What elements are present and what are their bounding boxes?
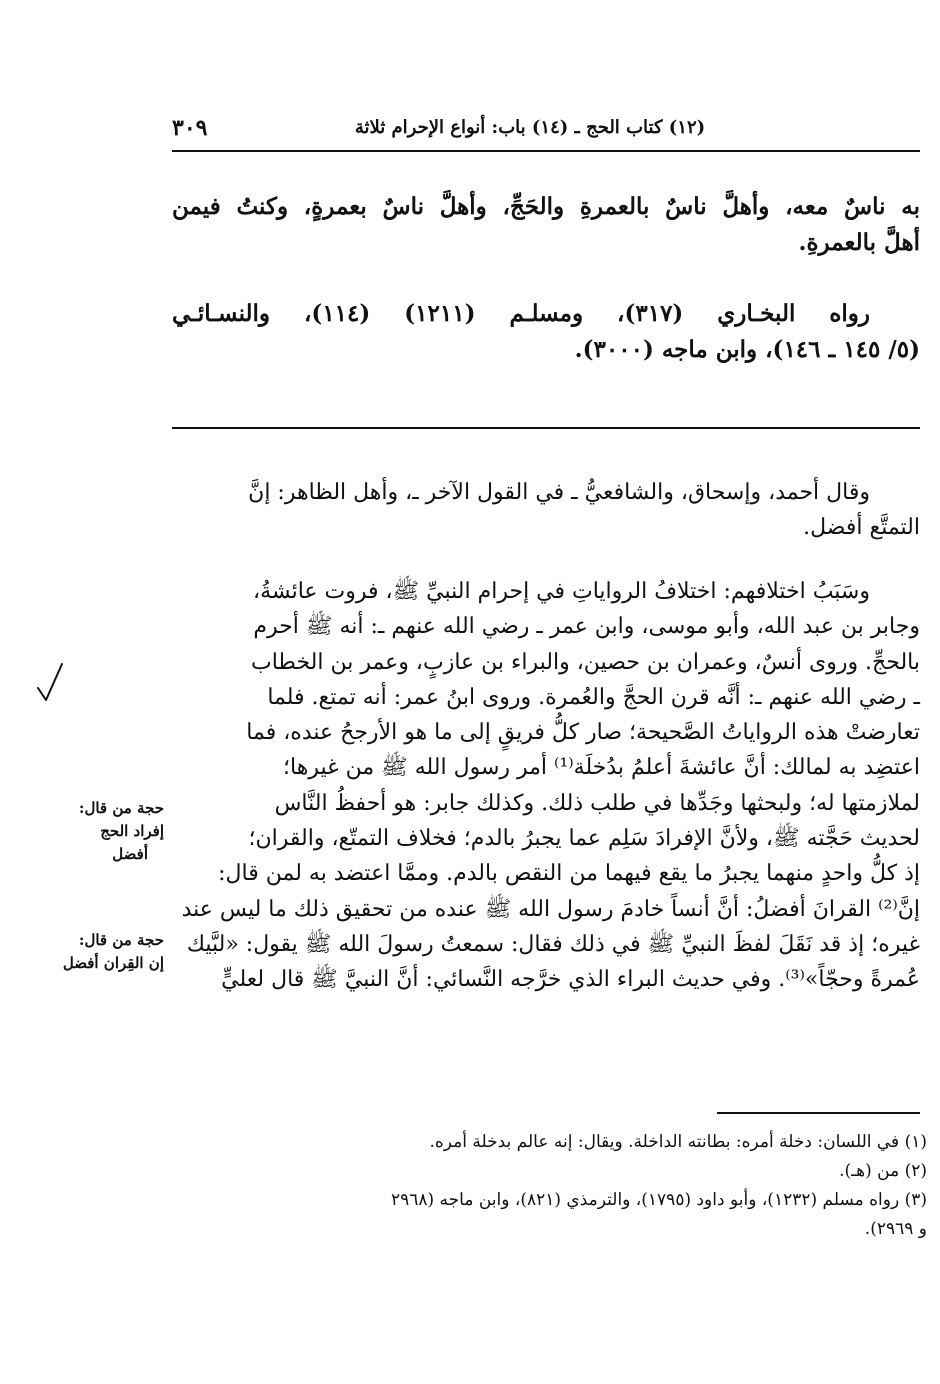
commentary-body	[172, 574, 920, 998]
hadith-line: به ناسٌ معه، وأهلَّ ناسٌ بالعمرةِ والحَجِّ، وأهلَّ ناسٌ بعمرةٍ، وكنتُ فيمن	[172, 193, 920, 220]
footnote-line: و ٢٩٦٩).	[864, 1219, 927, 1239]
header-rule	[172, 150, 920, 152]
commentary-line: ـ رضي الله عنهم ـ: أنَّه قرن الحجَّ والعُمرة. وروى ابنُ عمر: أنه تمتع. فلما	[267, 684, 920, 710]
page-number: ٣٠٩	[172, 115, 208, 141]
footnote-line: (٣) رواه مسلم (١٢٣٢)، وأبو داود (١٧٩٥)، والترمذي (٨٢١)، وابن ماجه (٢٩٦٨	[390, 1190, 927, 1210]
margin-note-line: إن القِران أفضل	[62, 954, 164, 972]
commentary-line: لحديث حَجَّته ﷺ، ولأنَّ الإفرادَ سَلِم عما يجبرُ بالدم؛ فخلاف التمتّع، والقران؛	[248, 826, 920, 852]
margin-note-qiran	[38, 929, 164, 975]
commentary-line: اعتضِد به لمالك: أنَّ عائشةَ أعلمُ بدُخلَة⁽¹⁾ أمر رسول الله ﷺ من غيرها؛	[283, 755, 920, 781]
commentary-line: وجابر بن عبد الله، وأبو موسى، وابن عمر ـ رضي الله عنهم ـ: أنه ﷺ أحرم	[253, 614, 920, 640]
commentary-line: تعارضتْ هذه الرواياتُ الصَّحيحة؛ صار كلُّ فريقٍ إلى ما هو الأرجحُ عنده، فما	[246, 720, 920, 746]
commentary-line: إذ كلُّ واحدٍ منهما يجبرُ ما يقع فيهما من النقص بالدم. وممَّا اعتضد به لمن قال:	[218, 861, 920, 887]
commentary-line: وسَبَبُ اختلافهم: اختلافُ الرواياتِ في إحرام النبيِّ ﷺ، فروت عائشةُ،	[253, 579, 870, 604]
footnote-rule	[717, 1112, 920, 1114]
footnotes	[172, 1128, 927, 1244]
commentary-line: إنَّ⁽²⁾ القرانَ أفضلُ: أنَّ أنساً خادمَ رسول الله ﷺ عنده من تحقيق ذلك ما ليس عند	[181, 896, 920, 922]
commentary-line: وقال أحمد، وإسحاق، والشافعيُّ ـ في القول الآخر ـ، وأهل الظاهر: إنَّ	[248, 480, 870, 505]
margin-note-line: حجة من قال:	[78, 799, 164, 817]
commentary-line: غيره؛ إذ قد نَقَلَ لفظَ النبيِّ ﷺ في ذلك فقال: سمعتُ رسولَ الله ﷺ يقول: «لبَّيك	[186, 931, 920, 957]
footnote-line: (٢) من (هـ).	[839, 1161, 927, 1181]
commentary-line: التمتَّع أفضل.	[803, 515, 920, 541]
hadith-text	[172, 189, 920, 261]
running-header-title: (١٢) كتاب الحج ـ (١٤) باب: أنواع الإحرام ثلاثة	[354, 117, 706, 138]
hadith-line: أهلَّ بالعمرةِ.	[798, 229, 920, 256]
margin-note-line: أفضل	[112, 845, 148, 863]
commentary-line: عُمرةً وحجّاً»⁽³⁾. وفي حديث البراء الذي خرَّجه النَّسائي: أنَّ النبيَّ ﷺ قال لعليٍّ	[221, 967, 920, 993]
margin-note-line: إفراد الحج	[100, 822, 164, 840]
takhrij-line: (٥/ ١٤٥ ـ ١٤٦)، وابن ماجه (٣٠٠٠).	[574, 336, 920, 363]
commentary-intro	[172, 475, 920, 546]
commentary-line: بالحجِّ. وروى أنسٌ، وعمران بن حصين، والبراء بن عازبٍ، وعمر بن الخطاب	[250, 649, 920, 675]
section-divider	[172, 427, 920, 429]
margin-note-ifrad	[38, 797, 164, 866]
takhrij-text	[172, 296, 920, 368]
check-mark-icon	[34, 660, 66, 704]
commentary-line: لملازمتها له؛ ولبحثها وجَدِّها في طلب ذلك. وكذلك جابر: هو أحفظُ النَّاس	[274, 790, 920, 816]
footnote-line: (١) في اللسان: دخلة أمره: بطانته الداخلة. ويقال: إنه عالم بدخلة أمره.	[429, 1132, 927, 1152]
takhrij-line: رواه البخـاري (٣١٧)، ومسلـم (١٢١١) (١١٤)، والنسـائـي	[172, 300, 870, 327]
margin-note-line: حجة من قال:	[78, 931, 164, 949]
